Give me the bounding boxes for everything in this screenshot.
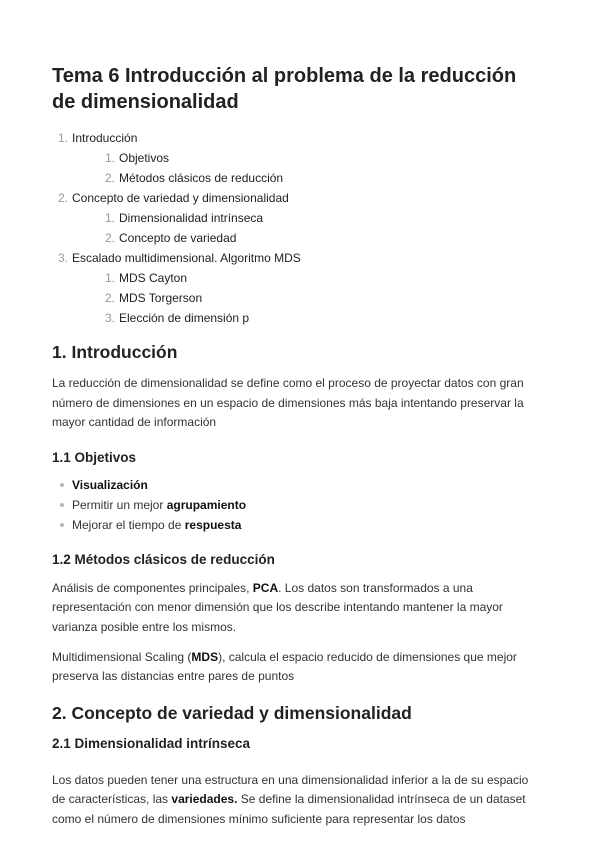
toc-number: 3. — [58, 251, 69, 265]
toc-label: MDS Torgerson — [119, 291, 203, 305]
list-item — [52, 515, 540, 535]
toc-subitem[interactable] — [72, 148, 540, 168]
toc-number: 2. — [105, 291, 116, 305]
toc-number: 1. — [105, 211, 116, 225]
toc-subitem[interactable] — [72, 308, 540, 328]
toc-label: Métodos clásicos de reducción — [119, 171, 284, 185]
toc-label: Concepto de variedad y dimensionalidad — [72, 191, 289, 205]
subsection-heading-dimensionalidad: 2.1 Dimensionalidad intrínseca — [52, 735, 251, 751]
paragraph-mds — [52, 648, 540, 687]
bullet-text: Permitir un mejor — [72, 497, 167, 512]
bullet-icon — [60, 523, 64, 527]
toc-subitem[interactable] — [72, 288, 540, 308]
toc-number: 3. — [105, 311, 116, 325]
toc-label: Concepto de variedad — [119, 231, 237, 245]
objectives-list — [52, 475, 540, 535]
text-run: Multidimensional Scaling ( — [52, 649, 192, 664]
bullet-bold: Visualización — [72, 477, 148, 492]
toc-item[interactable] — [52, 188, 540, 248]
bold-term: PCA — [252, 580, 279, 595]
paragraph-pca — [52, 579, 540, 638]
text-run: Se define la dimensionalidad intrínseca de un dataset como el número de dimensiones mínimo suficiente para representar los datos — [52, 792, 526, 826]
paragraph-dimensionalidad — [52, 771, 540, 830]
text-run: Análisis de componentes principales, — [52, 580, 253, 595]
toc-number: 2. — [58, 191, 69, 205]
toc-label: Dimensionalidad intrínseca — [119, 211, 264, 225]
text-run: . Los datos son transformados a una representación con menor dimensión que los describe intentando mantener la mayor varianza posible entre los mismos. — [52, 580, 503, 634]
bullet-icon — [60, 503, 64, 507]
toc-number: 2. — [105, 171, 116, 185]
toc-number: 1. — [105, 151, 116, 165]
section-heading-introduccion: 1. Introducción — [52, 342, 178, 362]
bold-term: variedades. — [171, 792, 238, 807]
toc-number: 1. — [105, 271, 116, 285]
toc-subitem[interactable] — [72, 228, 540, 248]
toc-item[interactable] — [52, 128, 540, 188]
section-paragraph: La reducción de dimensionalidad se define como el proceso de proyectar datos con gran número de dimensiones en un espacio de dimensiones más baja intentando preservar la mayor cantidad de información — [52, 376, 524, 430]
subsection-heading-objetivos: 1.1 Objetivos — [52, 449, 137, 465]
toc-number: 2. — [105, 231, 116, 245]
subsection-heading-metodos: 1.2 Métodos clásicos de reducción — [52, 551, 275, 567]
toc-subitem[interactable] — [72, 208, 540, 228]
toc-number: 1. — [58, 131, 69, 145]
list-item — [52, 495, 540, 515]
toc-label: Escalado multidimensional. Algoritmo MDS — [72, 251, 301, 265]
bullet-bold: respuesta — [184, 517, 242, 532]
toc-label: Objetivos — [119, 151, 170, 165]
toc-label: Elección de dimensión p — [119, 311, 250, 325]
toc-subitem[interactable] — [72, 168, 540, 188]
toc-label: MDS Cayton — [119, 271, 188, 285]
table-of-contents — [52, 128, 540, 328]
section-heading-variedad: 2. Concepto de variedad y dimensionalidad — [52, 702, 412, 723]
bold-term: MDS — [191, 649, 219, 664]
page-title: Tema 6 Introducción al problema de la reducción de dimensionalidad — [52, 65, 517, 113]
bullet-text: Mejorar el tiempo de — [72, 517, 185, 532]
list-item — [52, 475, 540, 495]
toc-subitem[interactable] — [72, 268, 540, 288]
text-run: ), calcula el espacio reducido de dimensiones que mejor preserva las distancias entre pares de puntos — [52, 649, 517, 684]
text-run: Los datos pueden tener una estructura en una dimensionalidad inferior a la de su espacio de características, las — [52, 772, 529, 807]
bullet-bold: agrupamiento — [166, 497, 247, 512]
toc-item[interactable] — [52, 248, 540, 328]
toc-label: Introducción — [72, 131, 138, 145]
bullet-icon — [60, 483, 64, 487]
